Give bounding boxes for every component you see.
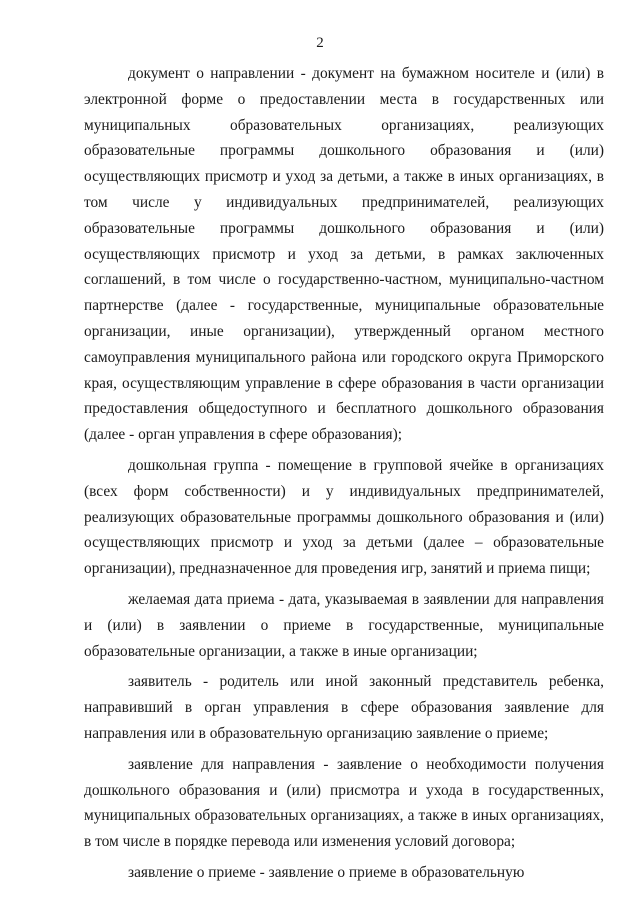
paragraph-zhelaemaya-data-priema: желаемая дата приема - дата, указываемая в заявлении для направления и (или) в заявлении о приеме в государственные, муниципальные образовательные организации, а также в иные организации; — [84, 590, 604, 660]
paragraph-zayavlenie-o-prieme: заявление о приеме - заявление о приеме в образовательную — [128, 863, 525, 881]
document-body — [84, 61, 604, 891]
paragraph-zayavitel: заявитель - родитель или иной законный представитель ребенка, направивший в орган управления в сфере образования заявление для направления или в образовательную организацию заявление о приеме; — [84, 673, 604, 742]
paragraph-zayavlenie-dlya-napravleniya: заявление для направления - заявление о необходимости получения дошкольного образования и (или) присмотра и ухода в государственных, муниципальных образовательных организациях, а также в иных организациях, в том числе в порядке перевода или изменения условий договора; — [84, 755, 604, 851]
page-number: 2 — [316, 35, 324, 51]
paragraph-document-o-napravlenii: документ о направлении - документ на бумажном носителе и (или) в электронной форме о предоставлении места в государственных или муниципальных образовательных организациях, реализующих образовательные программы дошкольного образования и (или) осуществляющих присмотр и уход за детьми, а также в иных организациях, в том числе у индивидуальных предпринимателей, реализующих образовательные программы дошкольного образования и (или) осуществляющих присмотр и уход за детьми, в рамках заключенных соглашений, в том числе о государственно-частном, муниципально-частном партнерстве (далее - государственные, муниципальные образовательные организации, иные организации), утвержденный органом местного самоуправления муниципального района или городского округа Приморского края, осуществляющим управление в сфере образования в части организации предоставления общедоступного и бесплатного дошкольного образования (далее - орган управления в сфере образования); — [84, 65, 604, 444]
paragraph-doshkolnaya-gruppa: дошкольная группа - помещение в групповой ячейке в организациях (всех форм собственности) и у индивидуальных предпринимателей, реализующих образовательные программы дошкольного образования и (или) осуществляющих присмотр и уход за детьми (далее – образовательные организации), предназначенное для проведения игр, занятий и приема пищи; — [84, 456, 604, 578]
